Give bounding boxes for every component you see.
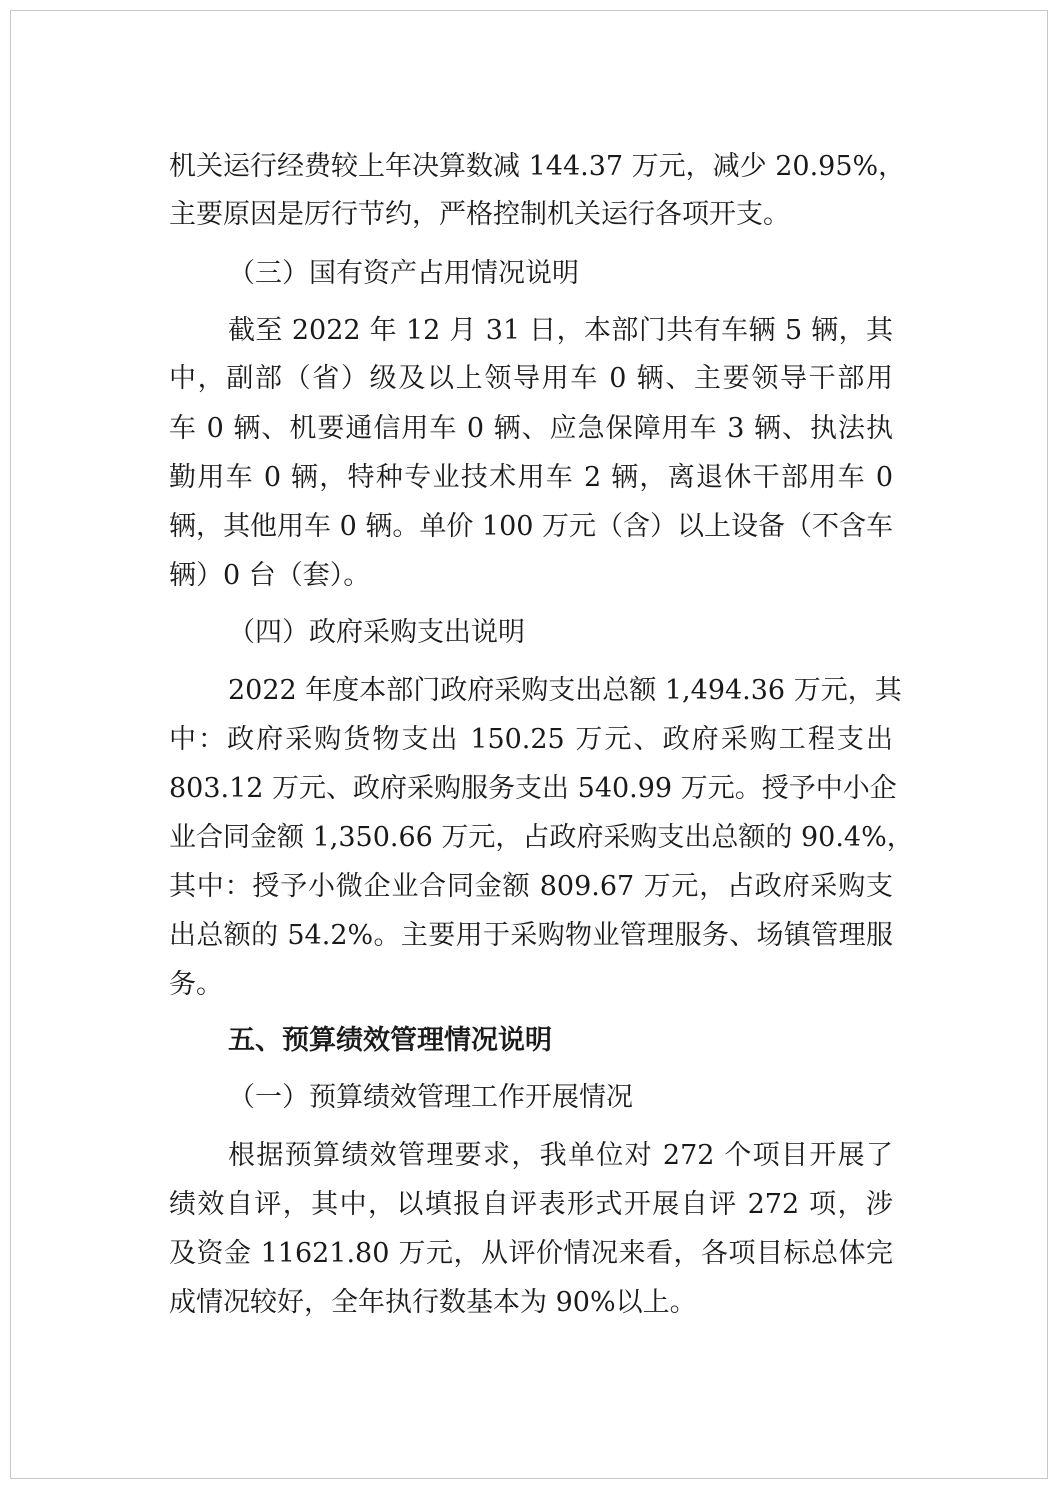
body-text-line: 辆，其他用车 0 辆。单价 100 万元（含）以上设备（不含车 <box>169 511 894 542</box>
chapter-heading: 五、预算绩效管理情况说明 <box>228 1025 552 1056</box>
section-heading: （一）预算绩效管理工作开展情况 <box>228 1082 633 1113</box>
body-text-line: 中：政府采购货物支出 150.25 万元、政府采购工程支出 <box>169 724 893 755</box>
body-text-line: 其中：授予小微企业合同金额 809.67 万元，占政府采购支 <box>169 871 893 902</box>
body-text-line: 成情况较好，全年执行数基本为 90%以上。 <box>169 1287 697 1318</box>
body-text-line: 勤用车 0 辆，特种专业技术用车 2 辆，离退休干部用车 0 <box>169 462 893 493</box>
body-text-line: 中，副部（省）级及以上领导用车 0 辆、主要领导干部用 <box>169 363 893 394</box>
body-text-line: 车 0 辆、机要通信用车 0 辆、应急保障用车 3 辆、执法执 <box>169 413 893 444</box>
body-text-line: 截至 2022 年 12 月 31 日，本部门共有车辆 5 辆，其 <box>228 315 893 346</box>
body-text-line: 2022 年度本部门政府采购支出总额 1,494.36 万元，其 <box>228 675 902 706</box>
body-text-line: 出总额的 54.2%。主要用于采购物业管理服务、场镇管理服 <box>169 920 893 951</box>
section-heading: （三）国有资产占用情况说明 <box>228 258 579 289</box>
body-text-line: 绩效自评，其中，以填报自评表形式开展自评 272 项，涉 <box>169 1189 893 1220</box>
body-text-line: 803.12 万元、政府采购服务支出 540.99 万元。授予中小企 <box>169 773 897 804</box>
body-text-line: 及资金 11621.80 万元，从评价情况来看，各项目标总体完 <box>169 1238 893 1269</box>
body-text-line: 务。 <box>169 969 223 1000</box>
body-text-line: 根据预算绩效管理要求，我单位对 272 个项目开展了 <box>228 1140 893 1171</box>
body-text-line: 主要原因是厉行节约，严格控制机关运行各项开支。 <box>169 199 790 230</box>
body-text-line: 机关运行经费较上年决算数减 144.37 万元，减少 20.95%， <box>169 151 906 182</box>
body-text-line: 辆）0 台（套）。 <box>169 560 371 591</box>
section-heading: （四）政府采购支出说明 <box>228 617 525 648</box>
body-text-line: 业合同金额 1,350.66 万元，占政府采购支出总额的 90.4%， <box>169 822 914 853</box>
